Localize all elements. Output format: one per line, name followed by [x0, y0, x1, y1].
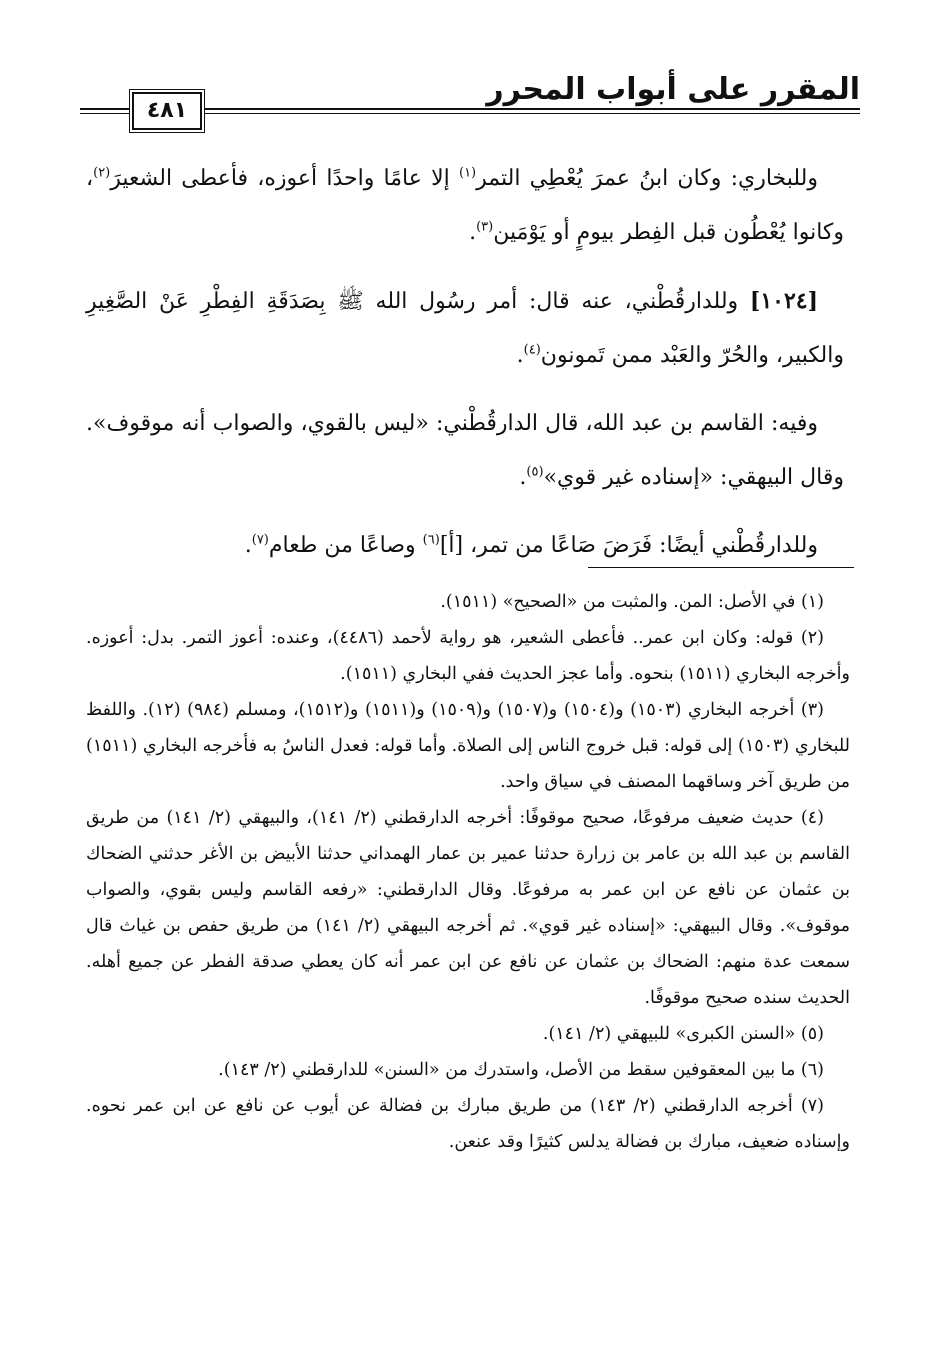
main-text: [86, 152, 844, 587]
footnote-3: (٣) أخرجه البخاري (١٥٠٣) و(١٥٠٤) و(١٥٠٧) و(١٥٠٩) و(١٥١١) و(١٥١٢)، ومسلم (٩٨٤) (١٢). واللفظ للبخاري (١٥٠٣) إلى قوله: قبل خروج الناس إلى الصلاة. وأما قوله: فعدل الناسُ به فأخرجه البخاري (١٥١١) من طريق آخر وساقهما المصنف في سياق واحد.: [86, 700, 850, 792]
text-run: .: [516, 343, 524, 368]
paragraph-daraqutni: [86, 519, 844, 573]
footnote-ref-4: (٤): [523, 342, 541, 358]
hadith-number: [١٠٢٤]: [749, 288, 818, 314]
footnote-7: (٧) أخرجه الدارقطني (٢/ ١٤٣) من طريق مبارك بن فضالة عن أيوب عن نافع عن ابن عمر نحوه. وإسناده ضعيف، مبارك بن فضالة يدلس كثيرًا وقد عنعن.: [86, 1096, 850, 1152]
footnote-2: (٢) قوله: وكان ابن عمر.. فأعطى الشعير، هو رواية لأحمد (٤٤٨٦)، وعنده: أعوز التمر. بدل: أعوزه. وأخرجه البخاري (١٥١١) بنحوه. وأما عجز الحديث ففي البخاري (١٥١١).: [86, 628, 850, 684]
footnote-ref-5: (٥): [526, 464, 544, 480]
paragraph-hadith-1024: [86, 274, 844, 383]
header-rule-left: [80, 108, 130, 114]
header-rule: [200, 108, 860, 114]
footnotes: [86, 584, 850, 1160]
text-run: وصاعًا من طعام: [268, 533, 423, 558]
footnote-ref-2: (٢): [93, 165, 111, 181]
text-run: .: [519, 465, 527, 490]
text-run: إلا عامًا واحدًا أعوزه، فأعطى الشعيرَ: [110, 166, 459, 191]
text-run: وفيه: القاسم بن عبد الله، قال الدارقُطْني: «ليس بالقوي، والصواب أنه موقوف». وقال البيهقي: «إسناده غير قوي»: [86, 411, 844, 490]
text-run: ، وكانوا يُعْطُون قبل الفِطر بيومٍ أو يَوْمَين: [86, 166, 844, 245]
text-run: .: [469, 220, 477, 245]
page-number: ٤٨١: [132, 92, 202, 130]
footnote-ref-1: (١): [458, 165, 477, 181]
paragraph-commentary: [86, 397, 844, 505]
text-run: وللدارقُطْني، عنه قال: أمر رسُول الله ﷺ بِصَدَقَةِ الفِطْرِ عَنْ الصَّغِيرِ والكبير، والحُرّ والعَبْد ممن تَمونون: [86, 289, 844, 368]
footnote-1: (١) في الأصل: المن. والمثبت من «الصحيح» (١٥١١).: [440, 592, 824, 612]
text-run: وللدارقُطْني أيضًا: فَرَضَ صَاعًا من تمر، [أ]: [439, 533, 818, 558]
footnote-5: (٥) «السنن الكبرى» للبيهقي (٢/ ١٤١).: [542, 1024, 824, 1044]
text-run: .: [244, 533, 252, 558]
paragraph-bukhari: [86, 152, 844, 260]
page-header: [80, 68, 860, 130]
running-title: المقرر على أبواب المحرر: [486, 72, 860, 107]
footnote-ref-6: (٦): [422, 532, 440, 548]
footnote-ref-3: (٣): [476, 219, 494, 235]
text-run: وللبخاري: وكان ابنُ عمرَ يُعْطِي التمر: [476, 166, 818, 191]
footnote-ref-7: (٧): [251, 532, 269, 548]
footnote-4: (٤) حديث ضعيف مرفوعًا، صحيح موقوفًا: أخرجه الدارقطني (٢/ ١٤١)، والبيهقي (٢/ ١٤١) من طريق القاسم بن عبد الله بن عامر بن زرارة حدثنا عمير بن عمار الهمداني حدثنا الأبيض بن الأغر حدثني الضحاك بن عثمان عن نافع عن ابن عمر به مرفوعًا. وقال الدارقطني: «رفعه القاسم وليس بقوي، والصواب موقوف». وقال البيهقي: «إسناده غير قوي». ثم أخرجه البيهقي (٢/ ١٤١) من طريق حفص بن غياث قال سمعت عدة منهم: الضحاك بن عثمان عن نافع عن ابن عمر أنه كان يعطي صدقة الفطر عن جميع أهله. الحديث سنده صحيح موقوفًا.: [86, 808, 850, 1008]
footnote-separator: [588, 567, 854, 568]
footnote-6: (٦) ما بين المعقوفين سقط من الأصل، واستدرك من «السنن» للدارقطني (٢/ ١٤٣).: [218, 1060, 824, 1080]
